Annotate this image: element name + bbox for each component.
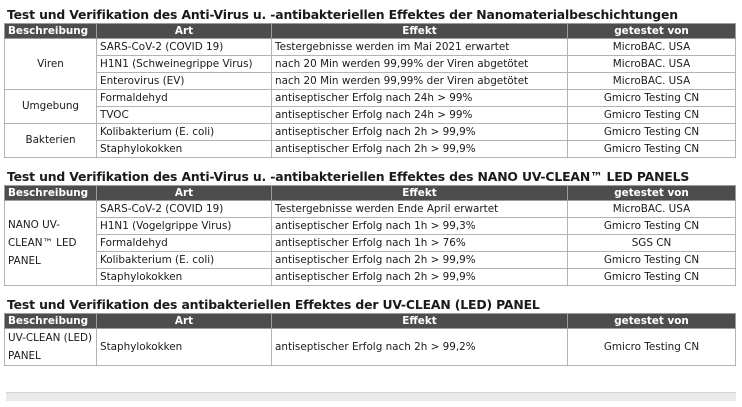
effekt-cell: Testergebnisse werden Ende April erwartet bbox=[272, 201, 568, 218]
tester-cell: Gmicro Testing CN bbox=[568, 218, 736, 235]
header-getestet-von: getestet von bbox=[568, 314, 736, 329]
tester-cell: MicroBAC. USA bbox=[568, 73, 736, 90]
table-row bbox=[5, 218, 736, 235]
results-table bbox=[4, 185, 736, 286]
header-row bbox=[5, 314, 736, 329]
group-description: UV-CLEAN (LED) PANEL bbox=[5, 329, 97, 366]
results-table bbox=[4, 313, 736, 366]
art-cell: SARS-CoV-2 (COVID 19) bbox=[97, 39, 272, 56]
effekt-cell: antiseptischer Erfolg nach 2h > 99,9% bbox=[272, 269, 568, 286]
effekt-cell: Testergebnisse werden im Mai 2021 erwartet bbox=[272, 39, 568, 56]
table-row bbox=[5, 252, 736, 269]
header-art: Art bbox=[97, 24, 272, 39]
table-row bbox=[5, 90, 736, 107]
table-title: Test und Verifikation des Anti-Virus u. -antibakteriellen Effektes der Nanomaterialbeschichtungen bbox=[7, 7, 678, 22]
tester-cell: Gmicro Testing CN bbox=[568, 107, 736, 124]
effekt-cell: antiseptischer Erfolg nach 24h > 99% bbox=[272, 107, 568, 124]
group-description: Bakterien bbox=[5, 124, 97, 158]
section-uv-clean-led bbox=[4, 296, 736, 366]
art-cell: TVOC bbox=[97, 107, 272, 124]
header-art: Art bbox=[97, 186, 272, 201]
table-row bbox=[5, 329, 736, 366]
table-row bbox=[5, 201, 736, 218]
tester-cell: Gmicro Testing CN bbox=[568, 269, 736, 286]
effekt-cell: antiseptischer Erfolg nach 2h > 99,9% bbox=[272, 141, 568, 158]
art-cell: Kolibakterium (E. coli) bbox=[97, 252, 272, 269]
effekt-cell: antiseptischer Erfolg nach 2h > 99,9% bbox=[272, 252, 568, 269]
table-row bbox=[5, 73, 736, 90]
group-description: NANO UV-CLEAN™ LED PANEL bbox=[5, 201, 97, 286]
tester-cell: Gmicro Testing CN bbox=[568, 90, 736, 107]
art-cell: Staphylokokken bbox=[97, 269, 272, 286]
art-cell: Enterovirus (EV) bbox=[97, 73, 272, 90]
table-row bbox=[5, 39, 736, 56]
effekt-cell: nach 20 Min werden 99,99% der Viren abgetötet bbox=[272, 73, 568, 90]
art-cell: Staphylokokken bbox=[97, 329, 272, 366]
effekt-cell: nach 20 Min werden 99,99% der Viren abgetötet bbox=[272, 56, 568, 73]
header-beschreibung: Beschreibung bbox=[5, 186, 97, 201]
results-table bbox=[4, 23, 736, 158]
tester-cell: SGS CN bbox=[568, 235, 736, 252]
group-description: Umgebung bbox=[5, 90, 97, 124]
effekt-cell: antiseptischer Erfolg nach 24h > 99% bbox=[272, 90, 568, 107]
tester-cell: Gmicro Testing CN bbox=[568, 124, 736, 141]
tester-cell: Gmicro Testing CN bbox=[568, 329, 736, 366]
page-footer-bar bbox=[6, 392, 736, 401]
art-cell: Formaldehyd bbox=[97, 90, 272, 107]
art-cell: Kolibakterium (E. coli) bbox=[97, 124, 272, 141]
header-getestet-von: getestet von bbox=[568, 24, 736, 39]
header-art: Art bbox=[97, 314, 272, 329]
art-cell: Staphylokokken bbox=[97, 141, 272, 158]
table-row bbox=[5, 269, 736, 286]
table-row bbox=[5, 235, 736, 252]
header-beschreibung: Beschreibung bbox=[5, 314, 97, 329]
effekt-cell: antiseptischer Erfolg nach 2h > 99,9% bbox=[272, 124, 568, 141]
table-row bbox=[5, 124, 736, 141]
effekt-cell: antiseptischer Erfolg nach 2h > 99,2% bbox=[272, 329, 568, 366]
tester-cell: MicroBAC. USA bbox=[568, 39, 736, 56]
tester-cell: Gmicro Testing CN bbox=[568, 252, 736, 269]
table-title: Test und Verifikation des antibakteriellen Effektes der UV-CLEAN (LED) PANEL bbox=[7, 297, 540, 312]
header-effekt: Effekt bbox=[272, 24, 568, 39]
tester-cell: Gmicro Testing CN bbox=[568, 141, 736, 158]
effekt-cell: antiseptischer Erfolg nach 1h > 76% bbox=[272, 235, 568, 252]
header-effekt: Effekt bbox=[272, 314, 568, 329]
effekt-cell: antiseptischer Erfolg nach 1h > 99,3% bbox=[272, 218, 568, 235]
section-nanomaterial bbox=[4, 6, 736, 158]
header-row bbox=[5, 24, 736, 39]
section-nano-uv-clean bbox=[4, 168, 736, 286]
table-row bbox=[5, 56, 736, 73]
art-cell: H1N1 (Schweinegrippe Virus) bbox=[97, 56, 272, 73]
header-getestet-von: getestet von bbox=[568, 186, 736, 201]
header-row bbox=[5, 186, 736, 201]
art-cell: SARS-CoV-2 (COVID 19) bbox=[97, 201, 272, 218]
tester-cell: MicroBAC. USA bbox=[568, 56, 736, 73]
table-row bbox=[5, 141, 736, 158]
tester-cell: MicroBAC. USA bbox=[568, 201, 736, 218]
group-description: Viren bbox=[5, 39, 97, 90]
table-title: Test und Verifikation des Anti-Virus u. -antibakteriellen Effektes des NANO UV-CLEAN™ LED PANELS bbox=[7, 169, 690, 184]
art-cell: H1N1 (Vogelgrippe Virus) bbox=[97, 218, 272, 235]
table-row bbox=[5, 107, 736, 124]
header-beschreibung: Beschreibung bbox=[5, 24, 97, 39]
header-effekt: Effekt bbox=[272, 186, 568, 201]
art-cell: Formaldehyd bbox=[97, 235, 272, 252]
